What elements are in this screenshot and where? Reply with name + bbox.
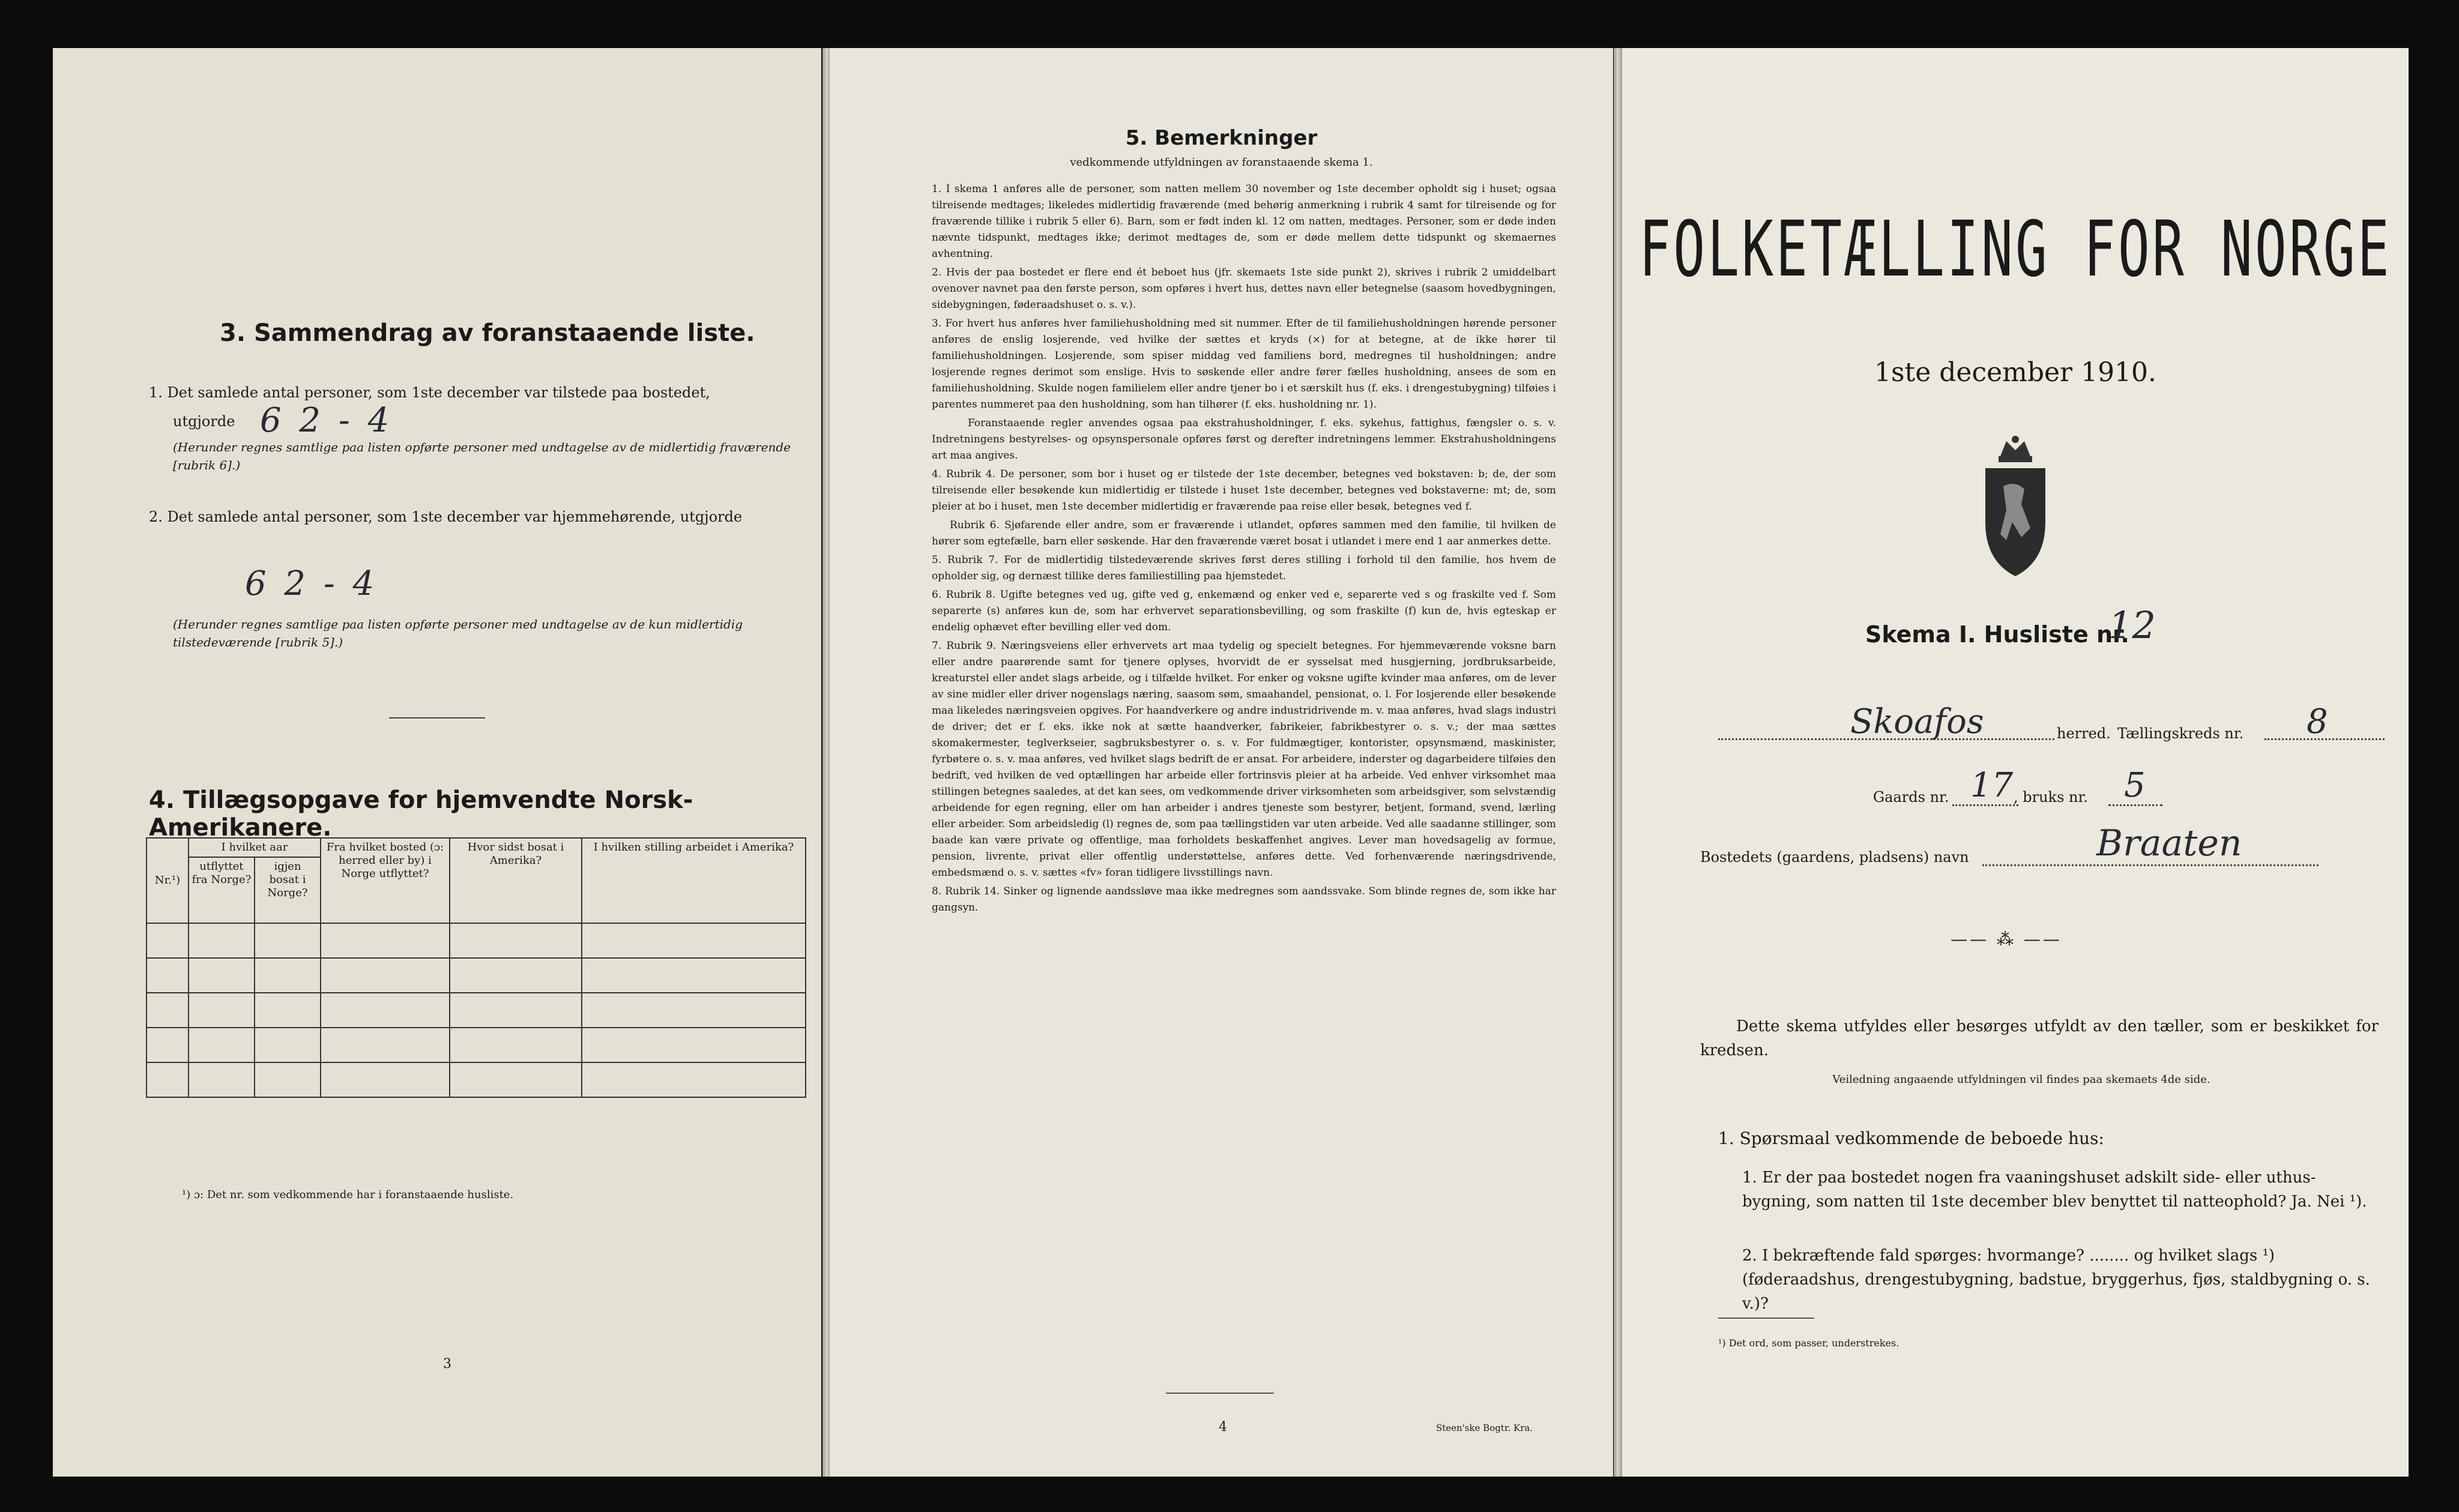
herred-value: Skoafos bbox=[1850, 702, 1984, 741]
remark-3b: Foranstaaende regler anvendes ogsaa paa ekstrahusholdninger, f. eks. sykehus, fattighus, fængsler o. s. v. Indretningens bestyrelses- og opsynspersonale opføres først og derefter indretningens lemmer. Ekstrahusholdningens art maa angives. bbox=[932, 417, 1556, 462]
col-year-group: I hvilket aar bbox=[189, 838, 321, 857]
question-2: 2. I bekræftende fald spørges: hvormange? ........ og hvilket slags ¹) (føderaadshus, drengestubygning, badstue, bryggerhus, fjøs, staldbygning o. s. v.)? bbox=[1742, 1247, 2370, 1313]
summary-item-2-value: 6 2 - 4 bbox=[245, 564, 378, 603]
remark-2: 2. Hvis der paa bostedet er flere end ét beboet hus (jfr. skemaets 1ste side punkt 2), skrives i rubrik 2 umiddelbart ovenover navnet paa den første person, som opføres i hvert hus, dettes navn eller betegnelse (saasom hovedbygningen, sidebygningen, føderaadshuset o. s. v.). bbox=[932, 267, 1556, 311]
divider bbox=[1718, 1318, 1814, 1319]
section-3-title: 3. Sammendrag av foranstaaende liste. bbox=[220, 319, 755, 347]
page-number: 4 bbox=[1219, 1420, 1227, 1435]
bruks-value: 5 bbox=[2124, 766, 2146, 805]
remark-1: 1. I skema 1 anføres alle de personer, som natten mellem 30 november og 1ste december opholdt sig i huset; ogsaa tilreisende medtages; likeledes midlertidig fraværende (med behørig anmerkning i rubrik 4 samt for tilreisende og for fraværende tillike i rubrik 5 eller 6). Barn, som er født inden kl. 12 om natten, medtages. Personer, som er døde inden nævnte tidspunkt, medtages ikke; derimot medtages de, som er døde mellem dette tidspunkt og skemaernes avhentning. bbox=[932, 183, 1556, 260]
remarks-subtitle: vedkommende utfyldningen av foranstaaende skema 1. bbox=[1070, 156, 1373, 169]
printer-imprint: Steen'ske Bogtr. Kra. bbox=[1436, 1423, 1533, 1433]
herred-label: herred. bbox=[2057, 725, 2111, 742]
bosted-dotted-line bbox=[1982, 864, 2319, 866]
remark-6: 6. Rubrik 8. Ugifte betegnes ved ug, gifte ved g, enkemænd og enker ved e, separerte ved s og fraskilte ved f. Som separerte (s) anføres kun de, som har erhvervet separationsbevilling, og som fraskilte (f) kun de, hvis egteskap er endelig ophævet efter bevilling eller ved dom. bbox=[932, 589, 1556, 633]
intro-text: Dette skema utfyldes eller besørges utfyldt av den tæller, som er beskikket for kredsen. bbox=[1700, 1017, 2379, 1059]
question-1: 1. Er der paa bostedet nogen fra vaaningshuset adskilt side- eller uthus-bygning, som natten til 1ste december blev benyttet til natteophold? Ja. Nei ¹). bbox=[1742, 1169, 2367, 1211]
table-row bbox=[146, 993, 806, 1028]
intro-small: Veiledning angaaende utfyldningen vil findes paa skemaets 4de side. bbox=[1832, 1073, 2210, 1086]
col-from-where: Fra hvilket bosted (ɔ: herred eller by) i Norge utflyttet? bbox=[321, 838, 450, 923]
remarks-title: 5. Bemerkninger bbox=[1125, 126, 1318, 150]
footnote: ¹) ɔ: Det nr. som vedkommende har i foranstaaende husliste. bbox=[182, 1188, 514, 1201]
kreds-value: 8 bbox=[2307, 702, 2328, 741]
col-position: I hvilken stilling arbeidet i Amerika? bbox=[582, 838, 806, 923]
gaards-value: 17 bbox=[1970, 766, 2014, 805]
questions-heading: 1. Spørsmaal vedkommende de beboede hus: bbox=[1718, 1128, 2104, 1148]
gaards-label: Gaards nr. bbox=[1873, 789, 1949, 806]
table-row bbox=[146, 958, 806, 993]
summary-item-1: 1. Det samlede antal personer, som 1ste december var tilstede paa bostedet, bbox=[149, 384, 710, 401]
schema-label: Skema I. Husliste nr. bbox=[1865, 621, 2129, 648]
divider bbox=[1166, 1393, 1274, 1394]
kreds-label: Tællingskreds nr. bbox=[2117, 725, 2244, 742]
table-row bbox=[146, 923, 806, 958]
summary-item-1-prefix: utgjorde bbox=[173, 413, 235, 430]
page-1 bbox=[1622, 48, 2409, 1477]
norsk-amerikanere-table bbox=[146, 837, 806, 1098]
divider bbox=[389, 717, 485, 718]
husliste-number: 12 bbox=[2108, 603, 2156, 647]
page-4 bbox=[830, 48, 1613, 1477]
col-nr: Nr.¹) bbox=[146, 838, 189, 923]
page-fold bbox=[1614, 48, 1622, 1477]
col-returned: igjen bosat i Norge? bbox=[255, 857, 321, 923]
section-4-title: 4. Tillægsopgave for hjemvendte Norsk-Amerikanere. bbox=[149, 786, 693, 842]
summary-item-1-note: (Herunder regnes samtlige paa listen opførte personer med undtagelse av de midlertidig fraværende [rubrik 6].) bbox=[173, 440, 791, 472]
ornament-divider: —— ⁂ —— bbox=[1951, 929, 2062, 949]
table-row bbox=[146, 1028, 806, 1062]
footnote: ¹) Det ord, som passer, understrekes. bbox=[1718, 1337, 1899, 1349]
remark-7: 7. Rubrik 9. Næringsveiens eller erhvervets art maa tydelig og specielt betegnes. For hjemmeværende voksne barn eller andre paarørende samt for tjenere oplyses, hvorvidt de er sysselsat med husgjerning, jordbruksarbeide, kreaturstel eller andet slags arbeide, og i tilfælde hvilket. For enker og voksne ugifte kvinder maa anføres, om de lever av sine midler eller driver nogenslags næring, saasom søm, smaahandel, pensionat, o. l. For losjerende eller besøkende maa likeledes næringsveien opgives. For haandverkere og andre industridrivende m. v. maa anføres, hvad slags industri de driver; det er f. eks. ikke nok at sætte haandverker, fabrikeier, fabrikbestyrer o. s. v.; der maa sættes skomakermester, teglverkseier, sagbruksbestyrer o. s. v. For fuldmægtiger, kontorister, opsynsmænd, maskinister, fyrbøtere o. s. v. maa anføres, ved hvilket slags bedrift de er ansat. For arbeidere, inderster og dagarbeidere tilføies den bedrift, ved hvilken de ved optællingen har arbeide eller fortrinsvis pleier at ha arbeide. Ved enhver virksomhet maa stillingen betegnes saaledes, at det kan sees, om vedkommende driver virksomheten som arbeidsgiver, som selvstændig arbeidende for egen regning, eller om han arbeider i andres tjeneste som bestyrer, betjent, formand, svend, lærling eller arbeider. Som arbeidsledig (l) regnes de, som paa tællingstiden var uten arbeide. Ved alle saadanne stillinger, som baade kan være private og offentlige, maa forholdets beskaffenhet angives. Lever man hovedsagelig av formue, pension, livrente, privat eller offentlig understøttelse, anføres dette. Ved forhenværende næringsdrivende, embedsmænd o. s. v. sættes «fv» foran tidligere livsstillings navn. bbox=[932, 640, 1556, 879]
summary-item-1-value: 6 2 - 4 bbox=[260, 401, 393, 440]
col-emigrated: utflyttet fra Norge? bbox=[189, 857, 255, 923]
census-date: 1ste december 1910. bbox=[1874, 357, 2157, 388]
remark-5: 5. Rubrik 7. For de midlertidig tilstedeværende skrives først deres stilling i forhold til den familie, hos hvem de opholder sig, og dernæst tillike deres familiestilling paa hjemstedet. bbox=[932, 554, 1556, 582]
remark-8: 8. Rubrik 14. Sinker og lignende aandssløve maa ikke medregnes som aandssvake. Som blinde regnes de, som ikke har gangsyn. bbox=[932, 885, 1556, 914]
remark-4: 4. Rubrik 4. De personer, som bor i huset og er tilstede der 1ste december, betegnes ved bokstaven: b; de, der som tilreisende eller besøkende kun midlertidig er tilstede i huset 1ste december, betegnes ved bokstaverne: mt; de, som pleier at bo i huset, men 1ste december midlertidig er fraværende paa reise eller besøk, betegnes ved f. bbox=[932, 468, 1556, 513]
remarks-body bbox=[932, 181, 1556, 918]
remark-4b: Rubrik 6. Sjøfarende eller andre, som er fraværende i utlandet, opføres sammen med den familie, til hvilken de hører som egtefælle, barn eller søskende. Har den fraværende været bosat i utlandet i mere end 1 aar anmerkes dette. bbox=[932, 519, 1556, 547]
summary-item-2: 2. Det samlede antal personer, som 1ste december var hjemmehørende, utgjorde bbox=[149, 508, 743, 525]
bosted-value: Braaten bbox=[2096, 822, 2242, 864]
page-number: 3 bbox=[443, 1357, 451, 1372]
norway-coat-of-arms-icon bbox=[1973, 432, 2057, 582]
summary-item-2-note: (Herunder regnes samtlige paa listen opførte personer med undtagelse av de kun midlertidig tilstedeværende [rubrik 5].) bbox=[173, 617, 743, 649]
bruks-label: , bruks nr. bbox=[2014, 789, 2088, 806]
col-where-last: Hvor sidst bosat i Amerika? bbox=[450, 838, 582, 923]
page-3 bbox=[53, 48, 821, 1477]
table-row bbox=[146, 1062, 806, 1097]
remark-3: 3. For hvert hus anføres hver familiehusholdning med sit nummer. Efter de til familiehusholdningen hørende personer anføres de enslig losjerende, ved hvilke der sættes et kryds (×) for at betegne, at de ikke hører til familiehusholdningen. Losjerende, som spiser middag ved familiens bord, medregnes til husholdningen; andre losjerende regnes derimot som enslige. Hvis to søskende eller andre fører fælles husholdning, ansees de som en familiehusholdning. Skulde nogen familielem eller andre tjener bo i et særskilt hus (f. eks. i drengestubygning) tilføies i parentes nummeret paa den husholdning, som han tilhører (f. eks. husholdning nr. 1). bbox=[932, 318, 1556, 411]
main-title: FOLKETÆLLING FOR NORGE bbox=[1639, 204, 2392, 294]
bosted-label: Bostedets (gaardens, pladsens) navn bbox=[1700, 849, 1969, 866]
